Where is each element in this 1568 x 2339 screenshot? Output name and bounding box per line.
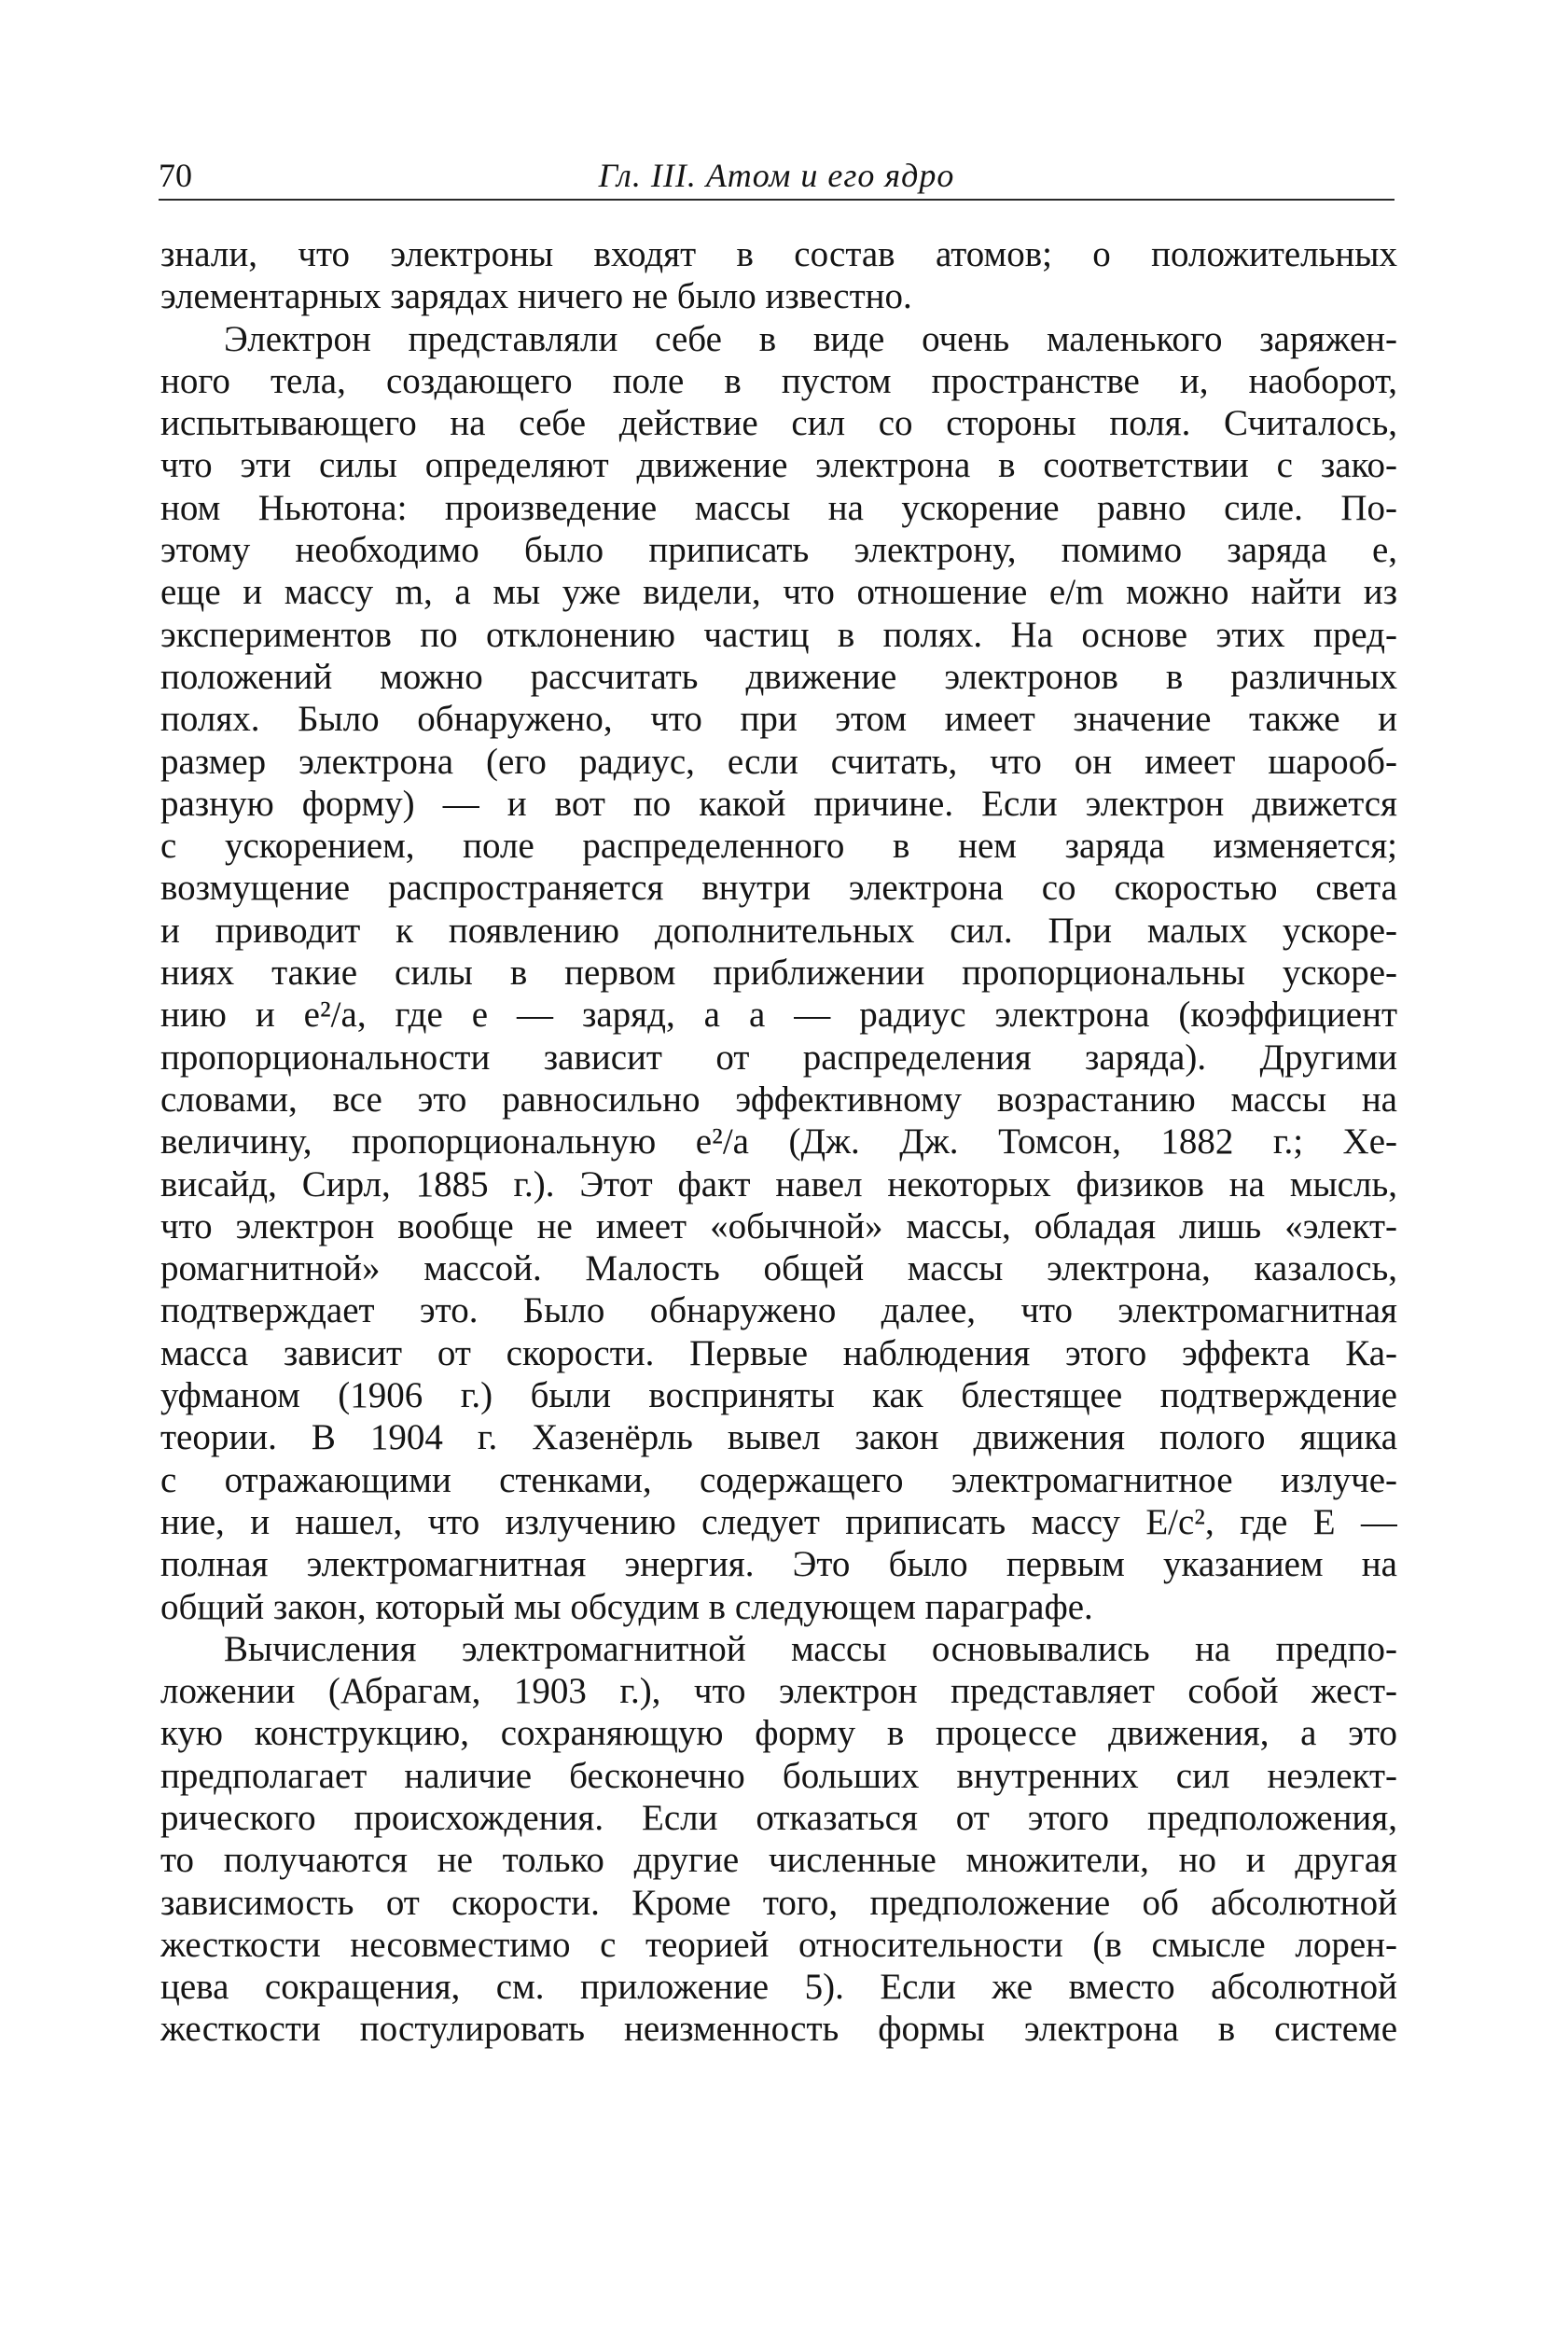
text-line: жесткости постулировать неизменность формы электрона в системе xyxy=(160,2009,1397,2050)
paragraph-first-line: Электрон представляли себе в виде очень маленького заряжен- xyxy=(224,318,1397,359)
text-line: испытывающего на себе действие сил со стороны поля. Считалось, xyxy=(160,403,1397,444)
page-header xyxy=(159,157,1395,194)
text-line: с ускорением, поле распределенного в нем заряда изменяется; xyxy=(160,826,1397,867)
text-line: ние, и нашел, что излучению следует приписать массу E/c², где E — xyxy=(160,1501,1397,1542)
text-line: масса зависит от скорости. Первые наблюдения этого эффекта Ка- xyxy=(160,1332,1397,1373)
text-line: общий закон, который мы обсудим в следующем параграфе. xyxy=(160,1586,1093,1627)
header-rule xyxy=(159,199,1395,201)
text-line: теории. В 1904 г. Хазенёрль вывел закон движения полого ящика xyxy=(160,1417,1397,1458)
text-line: ложении (Абрагам, 1903 г.), что электрон представляет собой жест- xyxy=(160,1671,1397,1712)
page-number: 70 xyxy=(159,157,192,194)
text-line: предполагает наличие бесконечно больших внутренних сил неэлект- xyxy=(160,1755,1397,1796)
text-line: кую конструкцию, сохраняющую форму в процессе движения, а это xyxy=(160,1713,1397,1754)
text-line: размер электрона (его радиус, если считать, что он имеет шарооб- xyxy=(160,741,1397,782)
text-line: висайд, Сирл, 1885 г.). Этот факт навел некоторых физиков на мысль, xyxy=(160,1163,1397,1204)
text-line: этому необходимо было приписать электрону, помимо заряда e, xyxy=(160,530,1397,571)
text-line: зависимость от скорости. Кроме того, предположение об абсолютной xyxy=(160,1882,1397,1923)
text-line: подтверждает это. Было обнаружено далее, что электромагнитная xyxy=(160,1290,1397,1331)
text-line: уфманом (1906 г.) были восприняты как блестящее подтверждение xyxy=(160,1375,1397,1416)
text-line: экспериментов по отклонению частиц в полях. На основе этих пред- xyxy=(160,614,1397,655)
running-head: Гл. III. Атом и его ядро xyxy=(598,157,955,194)
body-text xyxy=(160,233,1397,2051)
text-line: возмущение распространяется внутри электрона со скоростью света xyxy=(160,868,1397,909)
text-line: рического происхождения. Если отказаться от этого предположения, xyxy=(160,1797,1397,1838)
text-line: с отражающими стенками, содержащего электромагнитное излуче- xyxy=(160,1459,1397,1500)
text-line: словами, все это равносильно эффективному возрастанию массы на xyxy=(160,1079,1397,1120)
text-line: знали, что электроны входят в состав атомов; о положительных xyxy=(160,234,1397,274)
text-line: величину, пропорциональную e²/a (Дж. Дж. Томсон, 1882 г.; Хе- xyxy=(160,1121,1397,1163)
text-line: цева сокращения, см. приложение 5). Если же вместо абсолютной xyxy=(160,1967,1397,2008)
text-line: ромагнитной» массой. Малость общей массы электрона, казалось, xyxy=(160,1248,1397,1289)
text-line: еще и массу m, а мы уже видели, что отношение e/m можно найти из xyxy=(160,572,1397,613)
text-line: жесткости несовместимо с теорией относительности (в смысле лорен- xyxy=(160,1924,1397,1965)
text-line: ном Ньютона: произведение массы на ускорение равно силе. По- xyxy=(160,487,1397,528)
text-line: элементарных зарядах ничего не было известно. xyxy=(160,276,912,317)
text-line: пропорциональности зависит от распределения заряда). Другими xyxy=(160,1037,1397,1078)
paragraph-first-line: Вычисления электромагнитной массы основывались на предпо- xyxy=(224,1628,1397,1669)
text-line: разную форму) — и вот по какой причине. Если электрон движется xyxy=(160,783,1397,824)
text-line: полях. Было обнаружено, что при этом имеет значение также и xyxy=(160,699,1397,740)
text-line: что электрон вообще не имеет «обычной» массы, обладая лишь «элект- xyxy=(160,1205,1397,1246)
text-line: положений можно рассчитать движение электронов в различных xyxy=(160,656,1397,697)
text-line: то получаются не только другие численные множители, но и другая xyxy=(160,1840,1397,1881)
text-line: ного тела, создающего поле в пустом пространстве и, наоборот, xyxy=(160,360,1397,401)
text-line: что эти силы определяют движение электрона в соответствии с зако- xyxy=(160,445,1397,486)
text-line: и приводит к появлению дополнительных сил. При малых ускоре- xyxy=(160,910,1397,951)
text-line: ниях такие силы в первом приближении пропорциональны ускоре- xyxy=(160,953,1397,994)
text-line: полная электромагнитная энергия. Это было первым указанием на xyxy=(160,1544,1397,1585)
text-line: нию и e²/a, где e — заряд, а a — радиус электрона (коэффициент xyxy=(160,995,1397,1036)
